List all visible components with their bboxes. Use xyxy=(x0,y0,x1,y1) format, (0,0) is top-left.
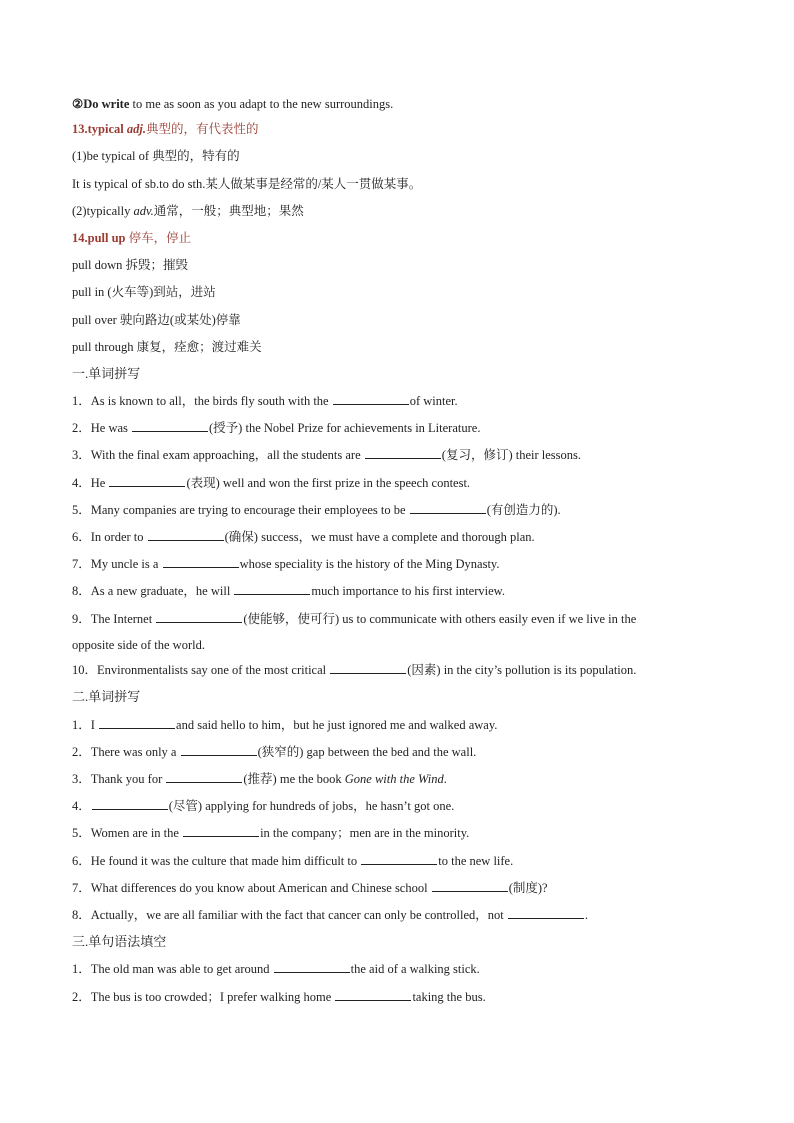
sentence-text: to me as soon as you adapt to the new surroundings. xyxy=(129,97,394,111)
entry-meaning: 典型的，有代表性的 xyxy=(145,122,259,136)
entry-14-sub-2: pull in (火车等)到站，进站 xyxy=(72,285,216,299)
answer-blank[interactable] xyxy=(234,583,310,595)
question-text: 10．Environmentalists say one of the most critical xyxy=(72,663,330,677)
entry-14-sub-1: pull down 拆毁；摧毁 xyxy=(72,258,188,272)
question-text: 8．Actually，we are all familiar with the fact that cancer can only be controlled，not xyxy=(72,908,507,922)
question-text: . xyxy=(443,772,447,786)
answer-blank[interactable] xyxy=(330,662,406,674)
s1-question-3 xyxy=(72,447,732,463)
answer-blank[interactable] xyxy=(508,907,584,919)
answer-blank[interactable] xyxy=(148,529,224,541)
question-text: (使能够，使可行) us to communicate with others easily even if we live in the xyxy=(243,612,637,626)
answer-blank[interactable] xyxy=(410,502,486,514)
s1-question-10 xyxy=(72,662,732,678)
s2-question-4 xyxy=(72,798,732,814)
entry-13-sub-3 xyxy=(72,203,732,219)
question-text: 7．What differences do you know about American and Chinese school xyxy=(72,881,431,895)
question-text: and said hello to him，but he just ignored me and walked away. xyxy=(176,718,498,732)
entry-13-sub-1: (1)be typical of 典型的，特有的 xyxy=(72,149,240,163)
s2-question-1 xyxy=(72,717,732,733)
question-text: (狭窄的) gap between the bed and the wall. xyxy=(257,745,477,759)
s3-question-1 xyxy=(72,961,732,977)
s2-question-5 xyxy=(72,825,732,841)
question-text: 7．My uncle is a xyxy=(72,557,162,571)
answer-blank[interactable] xyxy=(432,880,508,892)
do-write-example xyxy=(72,96,732,112)
answer-blank[interactable] xyxy=(361,853,437,865)
question-text: (复习，修订) their lessons. xyxy=(441,448,582,462)
s2-question-7 xyxy=(72,880,732,896)
question-text: (授予) the Nobel Prize for achievements in Literature. xyxy=(209,421,481,435)
question-text: 4．He xyxy=(72,476,109,490)
question-text: 5．Many companies are trying to encourage their employees to be xyxy=(72,503,409,517)
question-text: (有创造力的). xyxy=(486,503,561,517)
entry-13-heading xyxy=(72,121,732,137)
question-text: 1．I xyxy=(72,718,99,732)
question-text: 2．There was only a xyxy=(72,745,180,759)
s1-question-7 xyxy=(72,556,732,572)
s1-question-9-continued: opposite side of the world. xyxy=(72,638,205,652)
answer-blank[interactable] xyxy=(92,798,168,810)
bold-phrase: Do write xyxy=(83,97,130,111)
s2-question-8 xyxy=(72,907,732,923)
answer-blank[interactable] xyxy=(274,961,350,973)
answer-blank[interactable] xyxy=(166,771,242,783)
s1-question-8 xyxy=(72,583,732,599)
question-text: of winter. xyxy=(409,394,458,408)
answer-blank[interactable] xyxy=(335,989,411,1001)
question-text: (尽管) applying for hundreds of jobs，he hasn’t got one. xyxy=(168,799,455,813)
question-text: (确保) success，we must have a complete and thorough plan. xyxy=(224,530,535,544)
question-text: the aid of a walking stick. xyxy=(350,962,480,976)
question-text: 6．He found it was the culture that made him difficult to xyxy=(72,854,361,868)
question-text: whose speciality is the history of the Ming Dynasty. xyxy=(239,557,500,571)
section-1-title: 一.单词拼写 xyxy=(72,366,141,381)
question-text: much importance to his first interview. xyxy=(311,584,506,598)
question-text: 5．Women are in the xyxy=(72,826,183,840)
question-text: (推荐) me the book xyxy=(243,772,345,786)
s1-question-2 xyxy=(72,420,732,436)
question-text: 3．Thank you for xyxy=(72,772,166,786)
question-text: 9．The Internet xyxy=(72,612,156,626)
answer-blank[interactable] xyxy=(183,825,259,837)
question-text: 2．The bus is too crowded；I prefer walking home xyxy=(72,990,335,1004)
question-text: 4． xyxy=(72,799,91,813)
answer-blank[interactable] xyxy=(132,420,208,432)
entry-word: 13.typical xyxy=(72,122,127,136)
question-text: 2．He was xyxy=(72,421,132,435)
book-title: Gone with the Wind xyxy=(344,772,444,786)
answer-blank[interactable] xyxy=(333,393,409,405)
answer-blank[interactable] xyxy=(109,475,185,487)
s1-question-4 xyxy=(72,475,732,491)
entry-word: 14.pull up xyxy=(72,231,129,245)
answer-blank[interactable] xyxy=(99,717,175,729)
section-3-title: 三.单句语法填空 xyxy=(72,934,167,949)
question-text: 1．As is known to all，the birds fly south with the xyxy=(72,394,332,408)
entry-14-sub-4: pull through 康复，痊愈；渡过难关 xyxy=(72,340,262,354)
part-of-speech: adj. xyxy=(126,122,146,136)
circled-number: ② xyxy=(72,97,84,111)
s1-question-6 xyxy=(72,529,732,545)
s1-question-1 xyxy=(72,393,732,409)
question-text: (制度)? xyxy=(508,881,548,895)
s1-question-5 xyxy=(72,502,732,518)
part-of-speech: adv. xyxy=(133,204,154,218)
s2-question-2 xyxy=(72,744,732,760)
question-text: (因素) in the city’s pollution is its population. xyxy=(407,663,637,677)
entry-meaning: 停车，停止 xyxy=(128,231,192,245)
answer-blank[interactable] xyxy=(156,611,242,623)
question-text: 6．In order to xyxy=(72,530,147,544)
question-text: 8．As a new graduate，he will xyxy=(72,584,234,598)
question-text: . xyxy=(584,908,589,922)
sub-prefix: (2)typically xyxy=(72,204,134,218)
question-text: (表现) well and won the first prize in the speech contest. xyxy=(186,476,471,490)
s1-question-9 xyxy=(72,611,732,627)
question-text: to the new life. xyxy=(438,854,514,868)
question-text: taking the bus. xyxy=(412,990,486,1004)
entry-13-sub-2: It is typical of sb.to do sth.某人做某事是经常的/某人一贯做某事。 xyxy=(72,177,422,191)
answer-blank[interactable] xyxy=(181,744,257,756)
sub-meaning: 通常，一般；典型地；果然 xyxy=(153,204,304,218)
question-text: 1．The old man was able to get around xyxy=(72,962,273,976)
s2-question-3 xyxy=(72,771,732,787)
entry-14-sub-3: pull over 驶向路边(或某处)停靠 xyxy=(72,313,241,327)
section-2-title: 二.单词拼写 xyxy=(72,689,141,704)
question-text: in the company；men are in the minority. xyxy=(260,826,470,840)
s2-question-6 xyxy=(72,853,732,869)
s3-question-2 xyxy=(72,989,732,1005)
answer-blank[interactable] xyxy=(365,447,441,459)
entry-14-heading xyxy=(72,230,732,246)
question-text: 3．With the final exam approaching，all the students are xyxy=(72,448,364,462)
answer-blank[interactable] xyxy=(163,556,239,568)
